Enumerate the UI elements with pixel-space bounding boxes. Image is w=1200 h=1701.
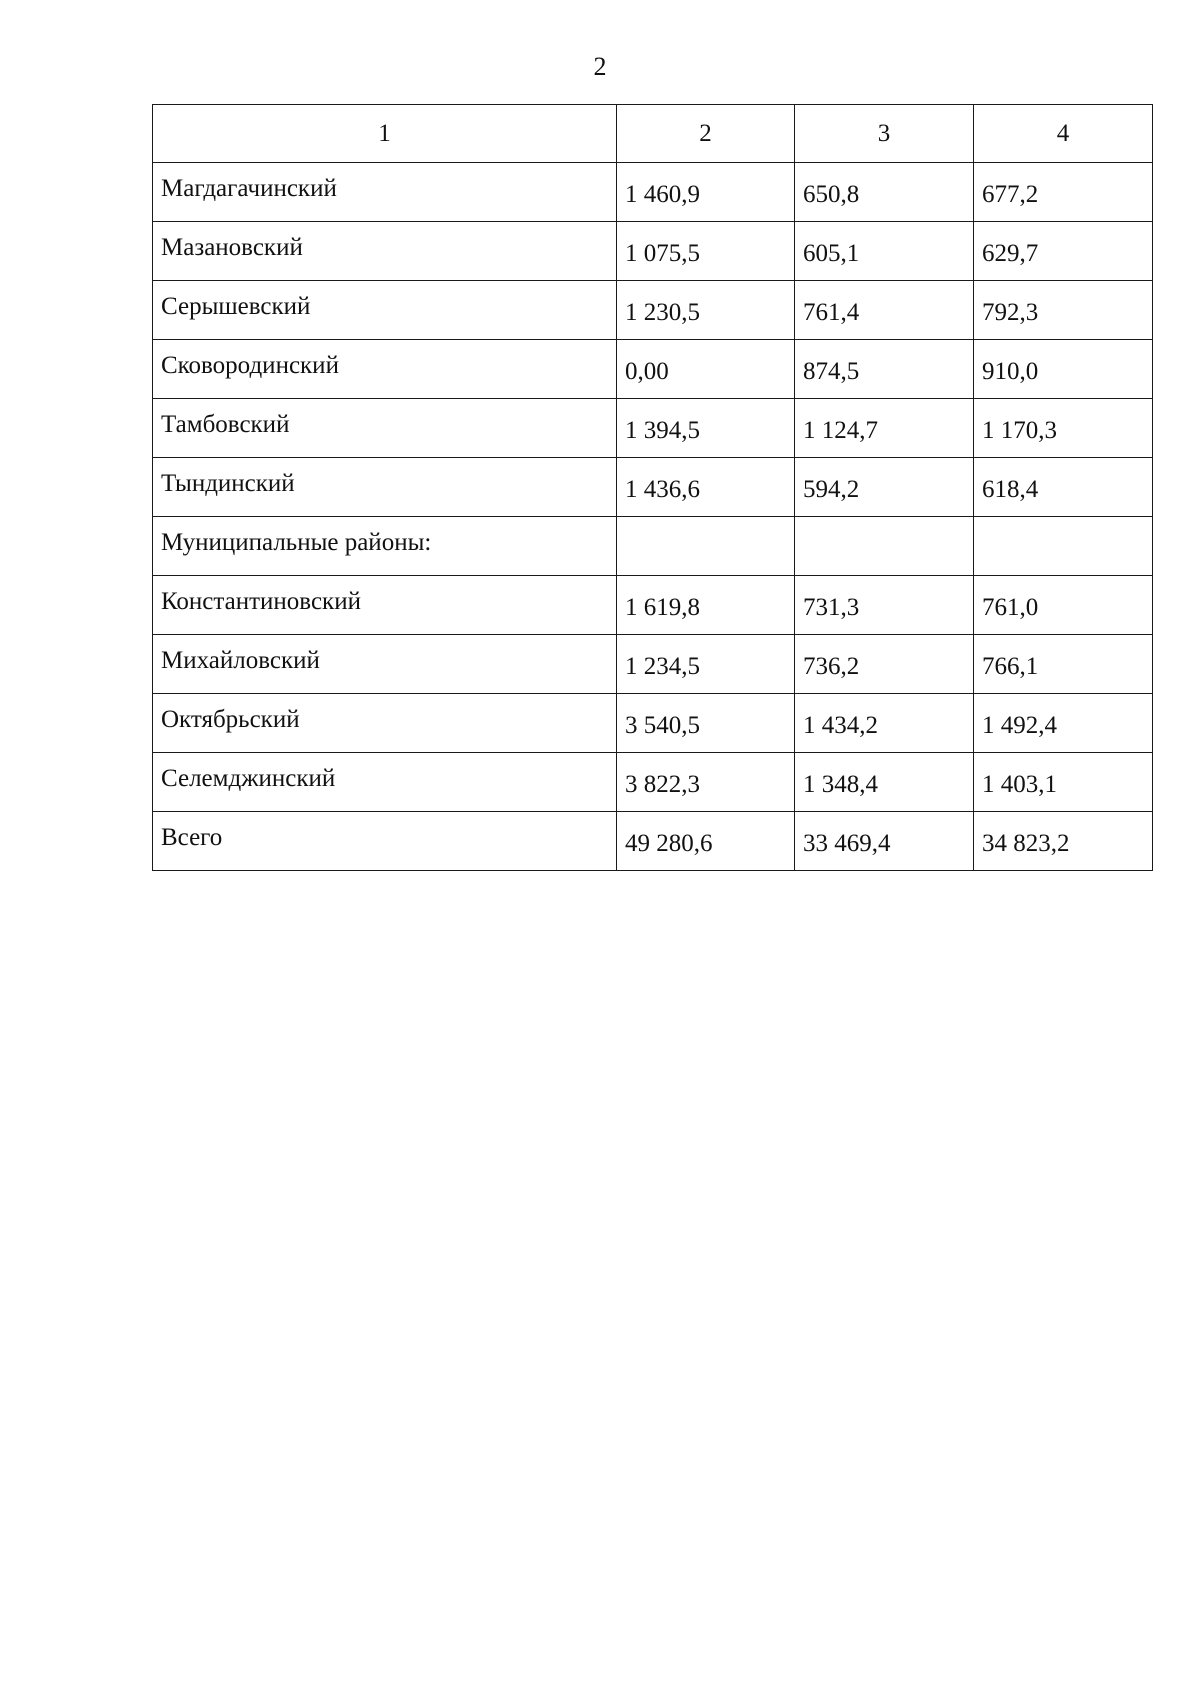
value-cell: 792,3	[974, 281, 1153, 340]
section-label-cell: Муниципальные районы:	[153, 517, 617, 576]
value-cell: 1 348,4	[795, 753, 974, 812]
value-cell: 650,8	[795, 163, 974, 222]
district-name-cell: Селемджинский	[153, 753, 617, 812]
table-row	[153, 399, 1153, 458]
value-cell: 618,4	[974, 458, 1153, 517]
value-cell: 3 540,5	[617, 694, 795, 753]
value-cell: 761,0	[974, 576, 1153, 635]
value-cell: 766,1	[974, 635, 1153, 694]
section-row	[153, 517, 1153, 576]
total-row	[153, 812, 1153, 871]
value-cell: 1 460,9	[617, 163, 795, 222]
value-cell	[795, 517, 974, 576]
table-row	[153, 694, 1153, 753]
table-row	[153, 340, 1153, 399]
value-cell: 1 434,2	[795, 694, 974, 753]
value-cell: 1 075,5	[617, 222, 795, 281]
district-name-cell: Тындинский	[153, 458, 617, 517]
header-row	[153, 105, 1153, 163]
district-name-cell: Михайловский	[153, 635, 617, 694]
value-cell: 731,3	[795, 576, 974, 635]
total-label-cell: Всего	[153, 812, 617, 871]
value-cell: 1 394,5	[617, 399, 795, 458]
total-value-cell: 49 280,6	[617, 812, 795, 871]
column-header: 1	[153, 105, 617, 163]
table-row	[153, 576, 1153, 635]
page-number: 2	[593, 52, 607, 81]
district-name-cell: Сковородинский	[153, 340, 617, 399]
district-name-cell: Тамбовский	[153, 399, 617, 458]
value-cell: 1 170,3	[974, 399, 1153, 458]
district-name-cell: Константиновский	[153, 576, 617, 635]
district-name-cell: Мазановский	[153, 222, 617, 281]
value-cell: 736,2	[795, 635, 974, 694]
total-value-cell: 34 823,2	[974, 812, 1153, 871]
district-name-cell: Октябрьский	[153, 694, 617, 753]
table-row	[153, 222, 1153, 281]
value-cell: 761,4	[795, 281, 974, 340]
value-cell: 0,00	[617, 340, 795, 399]
value-cell	[617, 517, 795, 576]
district-name-cell: Магдагачинский	[153, 163, 617, 222]
value-cell: 1 124,7	[795, 399, 974, 458]
table-row	[153, 458, 1153, 517]
column-header: 3	[795, 105, 974, 163]
data-table	[152, 104, 1153, 871]
value-cell: 1 619,8	[617, 576, 795, 635]
table-row	[153, 635, 1153, 694]
value-cell: 677,2	[974, 163, 1153, 222]
district-name-cell: Серышевский	[153, 281, 617, 340]
value-cell: 910,0	[974, 340, 1153, 399]
value-cell: 1 230,5	[617, 281, 795, 340]
total-value-cell: 33 469,4	[795, 812, 974, 871]
column-header: 2	[617, 105, 795, 163]
value-cell: 594,2	[795, 458, 974, 517]
value-cell: 1 436,6	[617, 458, 795, 517]
value-cell	[974, 517, 1153, 576]
value-cell: 1 492,4	[974, 694, 1153, 753]
table-row	[153, 163, 1153, 222]
value-cell: 1 403,1	[974, 753, 1153, 812]
value-cell: 1 234,5	[617, 635, 795, 694]
column-header: 4	[974, 105, 1153, 163]
table-row	[153, 753, 1153, 812]
value-cell: 629,7	[974, 222, 1153, 281]
table-row	[153, 281, 1153, 340]
value-cell: 605,1	[795, 222, 974, 281]
value-cell: 874,5	[795, 340, 974, 399]
value-cell: 3 822,3	[617, 753, 795, 812]
